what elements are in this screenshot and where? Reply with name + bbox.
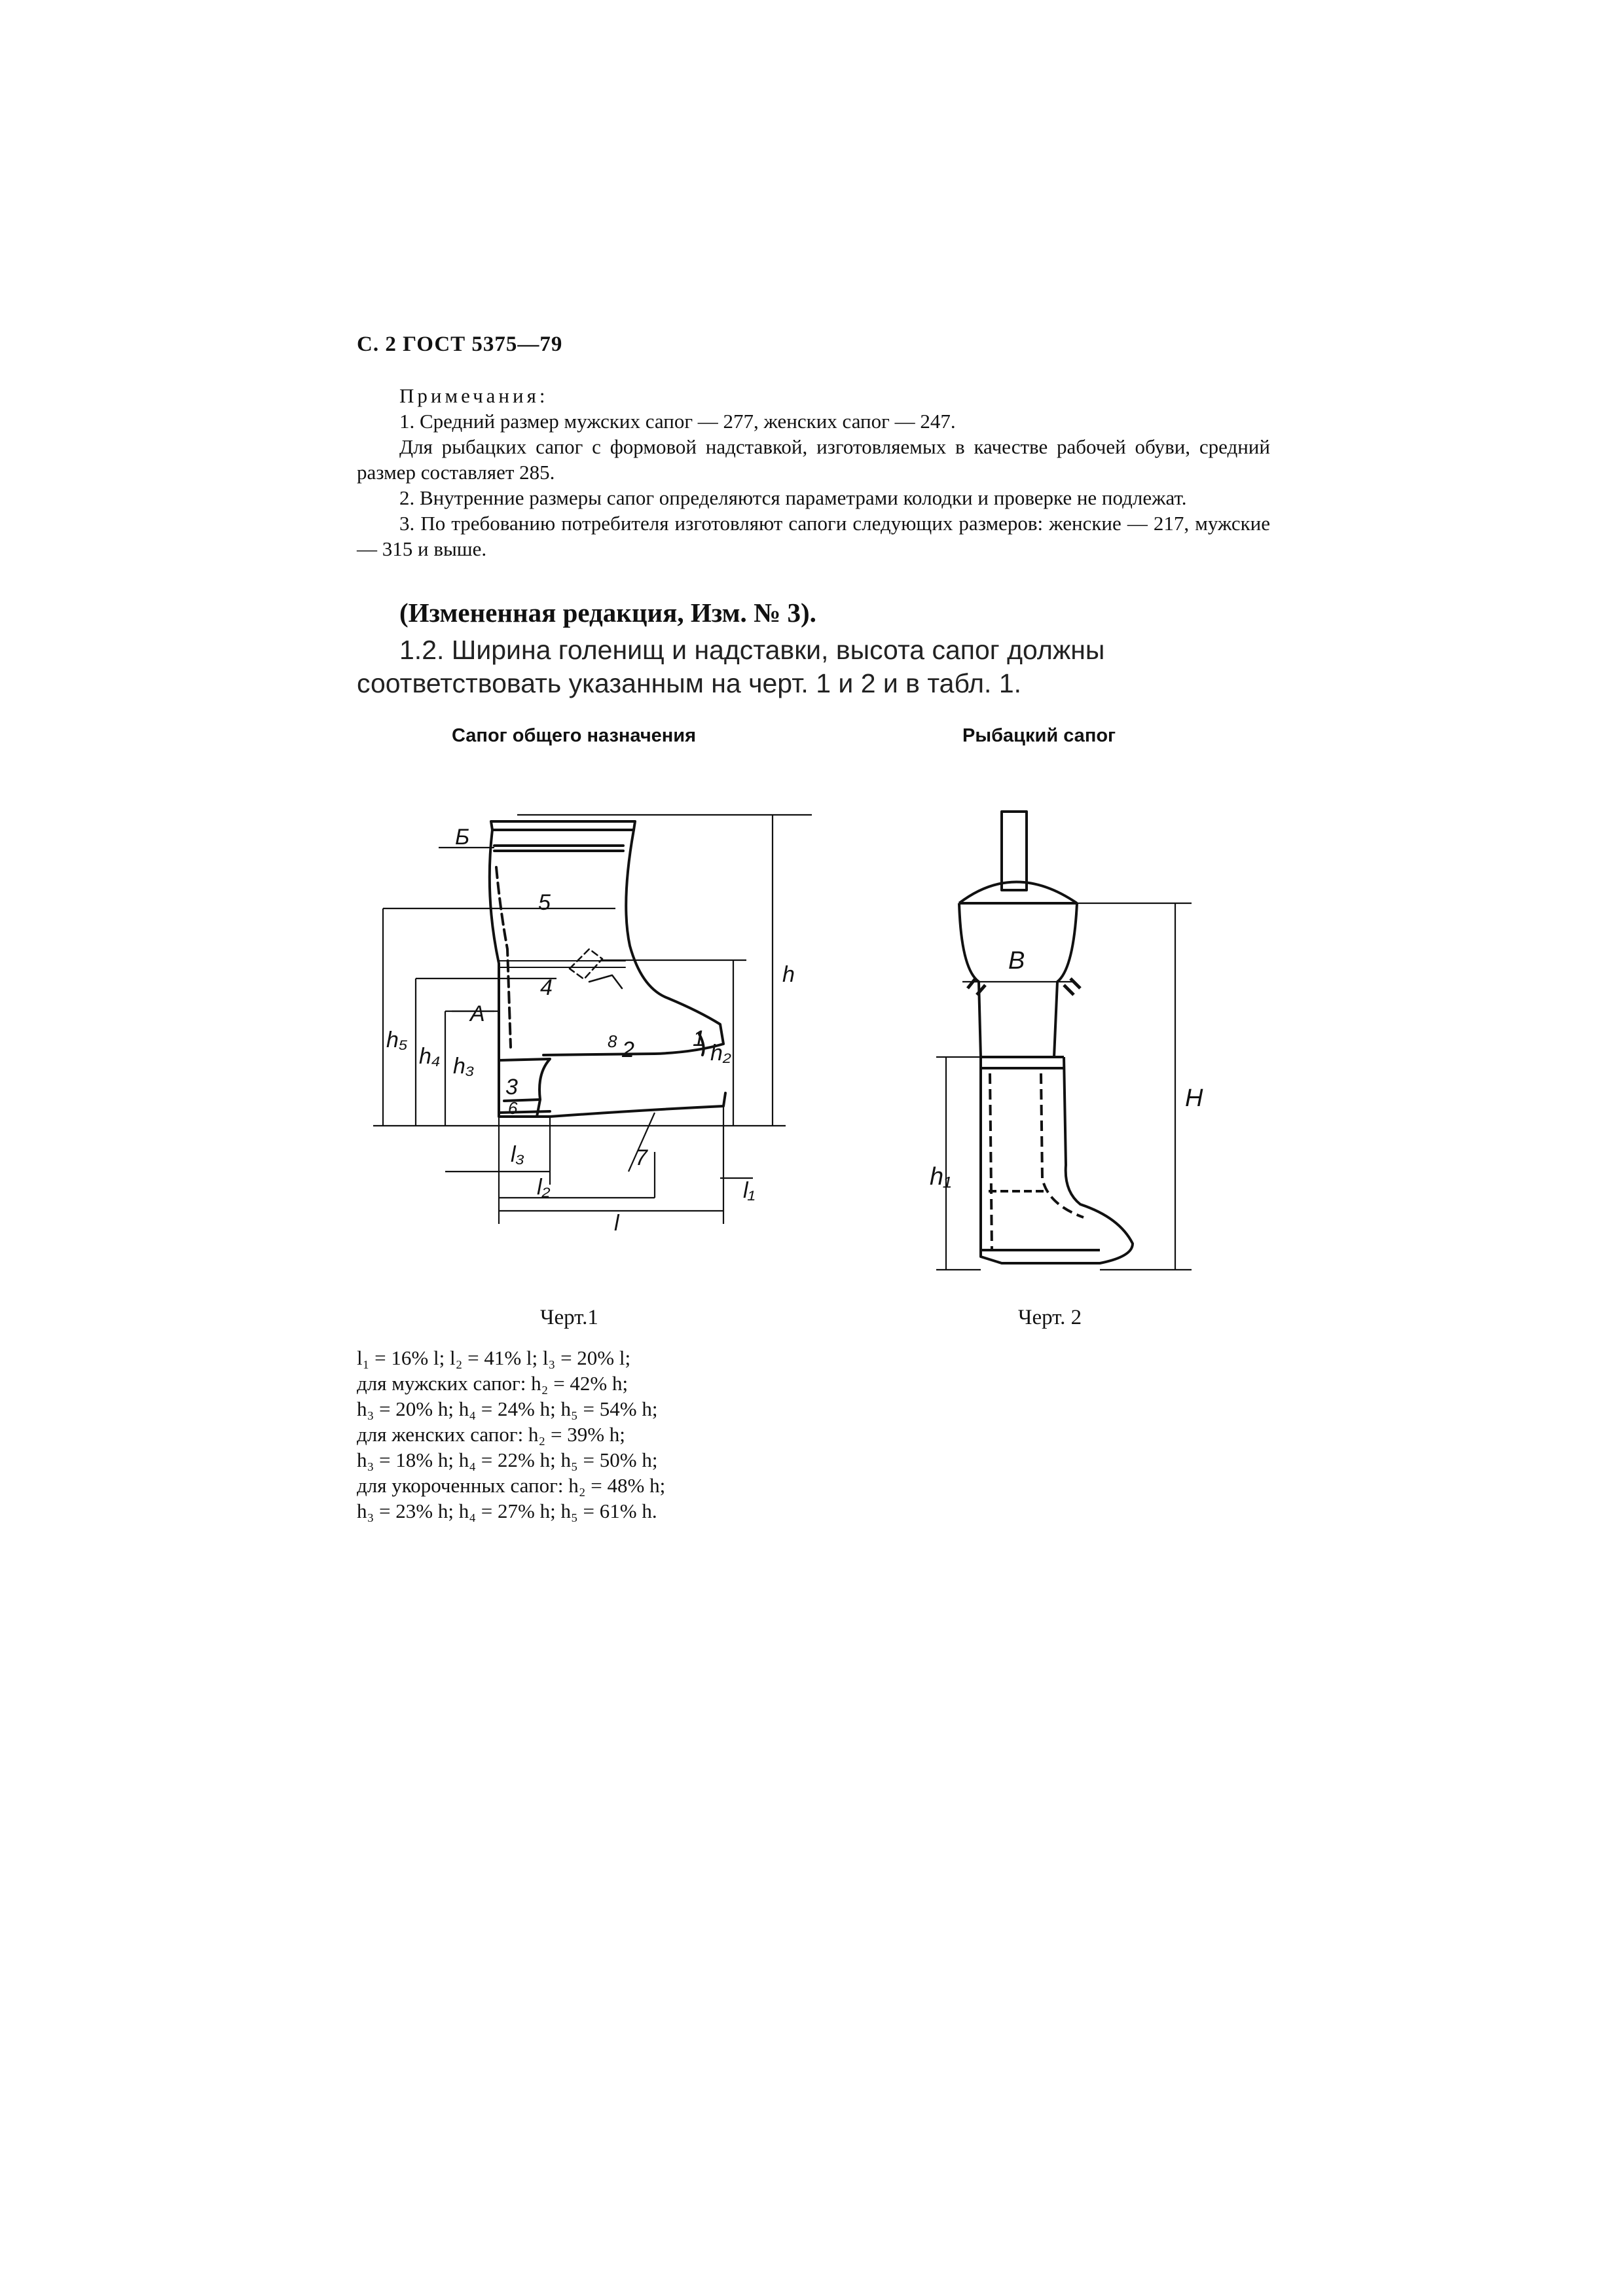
dim-l1: l₁ <box>743 1178 756 1203</box>
note-item: 1. Средний размер мужских сапог — 277, женских сапог — 247. <box>399 410 956 433</box>
page-header: С. 2 ГОСТ 5375—79 <box>357 332 563 356</box>
dim-h3: h₃ <box>453 1054 475 1079</box>
formula-line: h₃ = 18% h; h₄ = 22% h; h₅ = 50% h; <box>357 1448 658 1471</box>
figure1-boot-drawing <box>354 798 812 1257</box>
figure1-label: Черт.1 <box>540 1306 598 1329</box>
formula-line: h₃ = 20% h; h₄ = 24% h; h₅ = 54% h; <box>357 1397 658 1420</box>
callout-5: 5 <box>538 890 551 915</box>
formula-line: l₁ = 16% l; l₂ = 41% l; l₃ = 20% l; <box>357 1346 631 1369</box>
figure1-caption: Сапог общего назначения <box>452 725 697 746</box>
formula-line: для укороченных сапог: h₂ = 48% h; <box>357 1474 666 1497</box>
dim-h4: h₄ <box>419 1044 441 1069</box>
dim-v: В <box>1008 947 1025 975</box>
dim-l3: l₃ <box>511 1142 525 1167</box>
callout-7: 7 <box>635 1145 647 1170</box>
formula-line: для женских сапог: h₂ = 39% h; <box>357 1423 625 1446</box>
clause-1-2-text: 1.2. Ширина голенищ и надставки, высота сапог должны соответствовать указанным на черт. 1 и 2 и в табл. 1. <box>357 635 1105 698</box>
callout-4: 4 <box>540 975 553 1000</box>
dim-h5: h₅ <box>386 1028 408 1052</box>
figure2-label: Черт. 2 <box>1018 1306 1082 1329</box>
formula-line: для мужских сапог: h₂ = 42% h; <box>357 1372 629 1395</box>
note-item: 2. Внутренние размеры сапог определяются параметрами колодки и проверке не подлежат. <box>399 486 1187 509</box>
callout-a: А <box>470 1001 485 1026</box>
dim-h1: h₁ <box>930 1163 952 1191</box>
callout-b: Б <box>455 825 470 850</box>
amendment-note: (Измененная редакция, Изм. № 3). <box>399 598 816 628</box>
dim-l: l <box>614 1211 619 1236</box>
dim-h2: h₂ <box>710 1041 731 1066</box>
formula-line: h₃ = 23% h; h₄ = 27% h; h₅ = 61% h. <box>357 1499 657 1522</box>
figure2-caption: Рыбацкий сапог <box>962 725 1116 746</box>
formulas-block <box>357 1345 665 1524</box>
callout-2: 2 <box>622 1037 634 1062</box>
clause-paragraph <box>357 634 1270 700</box>
callout-6: 6 <box>508 1098 518 1118</box>
dim-l2: l₂ <box>537 1175 551 1200</box>
callout-3: 3 <box>505 1075 518 1100</box>
note-item: Для рыбацких сапог с формовой надставкой, изготовляемых в качестве рабочей обуви, средний размер составляет 285. <box>357 435 1270 484</box>
notes-title: Примечания: <box>399 384 549 407</box>
figure2-boot-drawing <box>917 798 1231 1296</box>
dim-H: H <box>1185 1085 1203 1112</box>
callout-1: 1 <box>693 1026 705 1051</box>
note-item: 3. По требованию потребителя изготовляют сапоги следующих размеров: женские — 217, мужские — 315 и выше. <box>357 512 1270 560</box>
notes-block <box>357 383 1270 562</box>
dim-h: h <box>782 962 795 987</box>
callout-8: 8 <box>608 1031 617 1051</box>
